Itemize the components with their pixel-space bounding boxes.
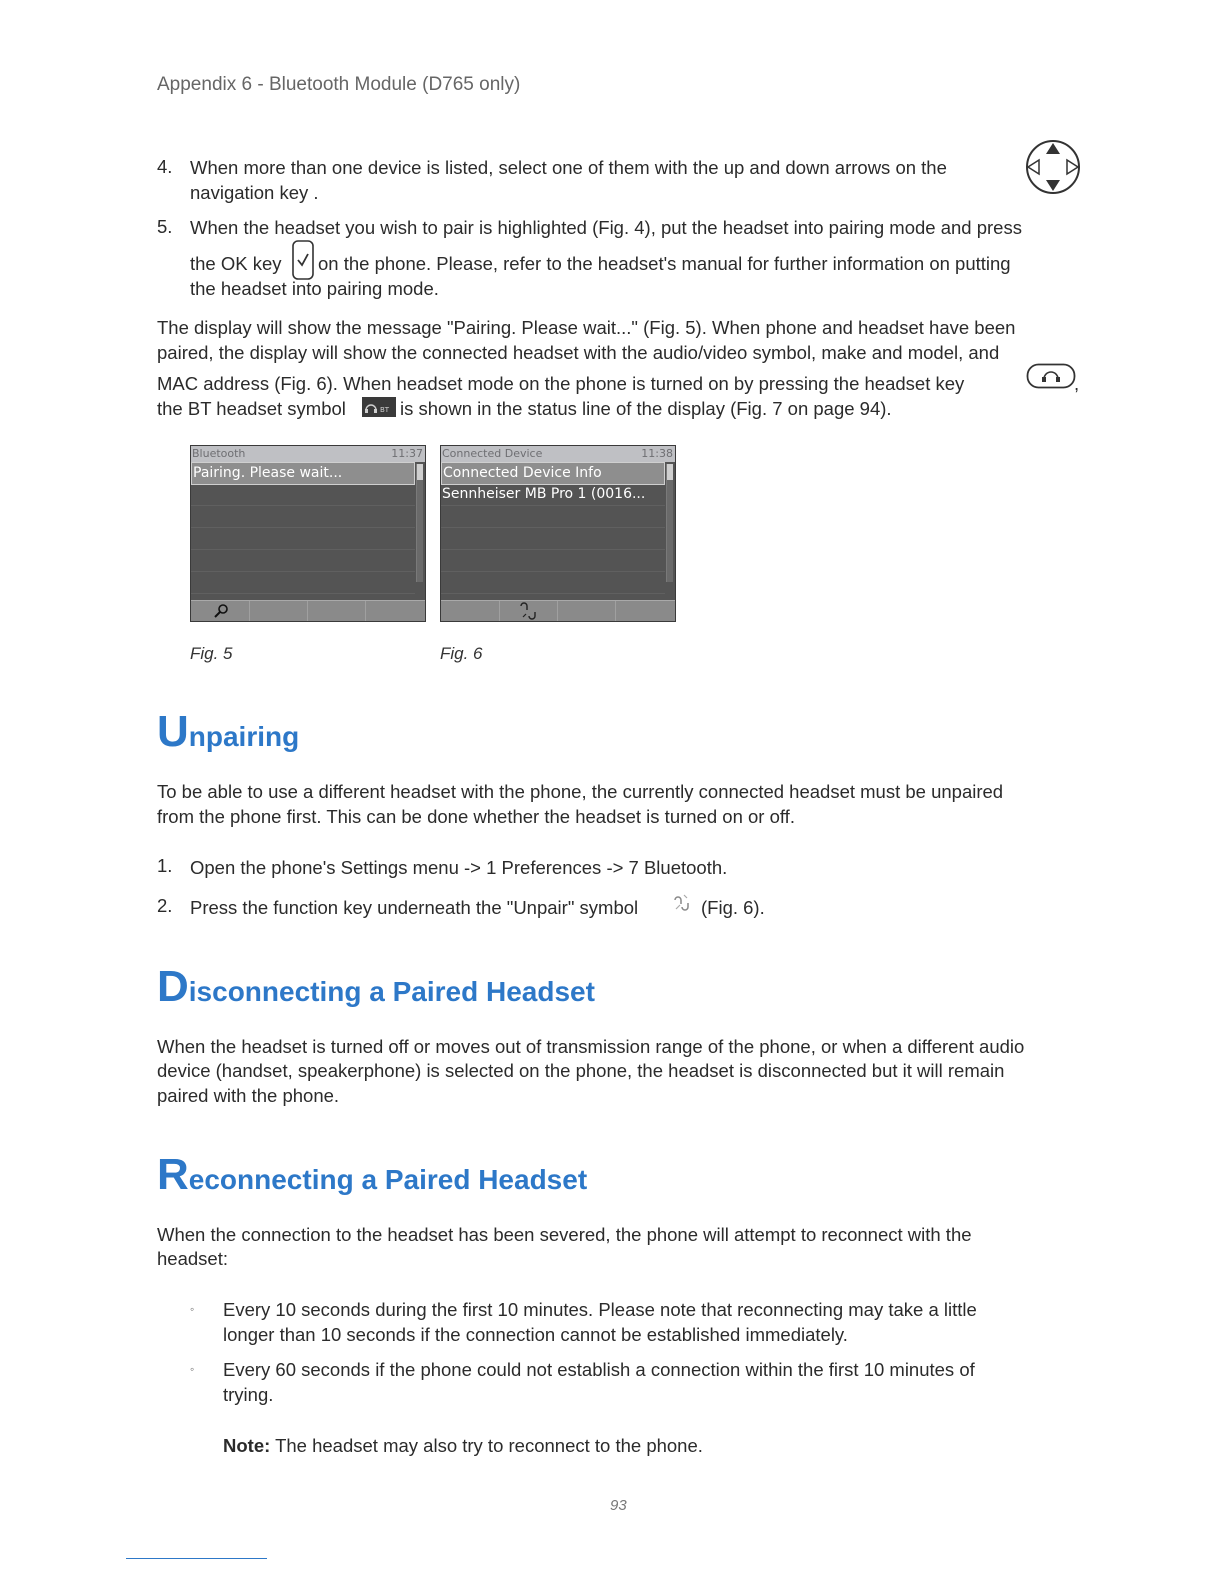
screen-row (441, 550, 665, 572)
screen-softkey-bar (441, 600, 675, 621)
display-para-line4b: is shown in the status line of the display (Fig. 7 on page 94). (400, 398, 892, 419)
disconnecting-para-line1: When the headset is turned off or moves out of transmission range of the phone, or when a different audio (157, 1036, 1025, 1057)
screen-row (191, 572, 415, 594)
screen-title-bar (191, 446, 425, 462)
step-5-line2a: the OK key (190, 253, 282, 274)
softkey-empty (365, 601, 423, 621)
reconnecting-para-line1: When the connection to the headset has been severed, the phone will attempt to reconnect with the (157, 1224, 972, 1245)
section-heading-unpairing (157, 707, 300, 756)
step-5-line1: When the headset you wish to pair is highlighted (Fig. 4), put the headset into pairing mode and press (190, 217, 1022, 238)
step-5-line3: the headset into pairing mode. (190, 278, 439, 299)
page-number: 93 (610, 1497, 627, 1514)
display-para-comma: , (1074, 373, 1080, 394)
display-para-line3: MAC address (Fig. 6). When headset mode on the phone is turned on by pressing the headset key (157, 373, 965, 394)
display-para-line2: paired, the display will show the connected headset with the audio/video symbol, make and model, and (157, 342, 1000, 363)
unpair-icon (670, 891, 694, 915)
screen-scrollbar (416, 464, 423, 582)
headset-key-icon (1026, 363, 1076, 389)
note (223, 1433, 703, 1458)
screen-row (191, 506, 415, 528)
step-number: 5. (157, 216, 173, 237)
softkey-search (191, 601, 250, 621)
heading-initial: U (157, 707, 189, 756)
screen-row (191, 484, 415, 506)
note-label: Note: (223, 1435, 271, 1456)
screen-title: Bluetooth (192, 447, 246, 460)
navigation-key-icon (1024, 138, 1082, 196)
heading-rest: econnecting a Paired Headset (188, 1164, 588, 1195)
screen-title-bar (441, 446, 675, 462)
screen-row (441, 572, 665, 594)
phone-screen-fig5 (190, 445, 426, 622)
bullet-marker: ◦ (190, 1362, 195, 1376)
reconnect-bullet-2-line1: Every 60 seconds if the phone could not establish a connection within the first 10 minutes of (223, 1359, 975, 1380)
disconnecting-para-line3: paired with the phone. (157, 1085, 340, 1106)
footer-rule (126, 1558, 267, 1559)
screen-row: Sennheiser MB Pro 1 (0016... (441, 484, 665, 506)
unpairing-step-2a: Press the function key underneath the "Unpair" symbol (190, 897, 639, 918)
heading-rest: npairing (188, 721, 300, 752)
heading-initial: R (157, 1150, 189, 1199)
note-text: The headset may also try to reconnect to the phone. (270, 1435, 703, 1456)
reconnect-bullet-2-line2: trying. (223, 1384, 274, 1405)
step-number: 4. (157, 156, 173, 177)
display-para-line4a: the BT headset symbol (157, 398, 346, 419)
step-4-line2: navigation key . (190, 182, 319, 203)
unpairing-para-line2: from the phone first. This can be done whether the headset is turned on or off. (157, 806, 795, 827)
heading-initial: D (157, 962, 189, 1011)
search-icon (191, 601, 249, 621)
disconnecting-para-line2: device (handset, speakerphone) is selected on the phone, the headset is disconnected but it will remain (157, 1060, 1005, 1081)
screen-row-selected: Connected Device Info (441, 462, 665, 485)
figure-caption-fig6: Fig. 6 (440, 644, 483, 663)
screen-time: 11:38 (641, 447, 673, 460)
step-number: 1. (157, 855, 173, 876)
unpairing-step-2b: (Fig. 6). (701, 897, 765, 918)
softkey-unpair (499, 601, 558, 621)
heading-rest: isconnecting a Paired Headset (188, 976, 595, 1007)
reconnect-bullet-1-line2: longer than 10 seconds if the connection cannot be established immediately. (223, 1324, 848, 1345)
screen-title: Connected Device (442, 447, 543, 460)
step-number: 2. (157, 895, 173, 916)
softkey-empty (307, 601, 366, 621)
screen-time: 11:37 (391, 447, 423, 460)
svg-text:BT: BT (380, 406, 390, 414)
phone-screen-fig6 (440, 445, 676, 622)
softkey-empty (557, 601, 616, 621)
screen-scrollbar (666, 464, 673, 582)
softkey-empty (441, 601, 500, 621)
unpairing-step-1: Open the phone's Settings menu -> 1 Preferences -> 7 Bluetooth. (190, 857, 728, 878)
softkey-empty (249, 601, 308, 621)
screen-row (441, 528, 665, 550)
step-5-line2b: on the phone. Please, refer to the headset's manual for further information on putting (318, 253, 1011, 274)
unpair-icon (499, 601, 557, 621)
page-header: Appendix 6 - Bluetooth Module (D765 only) (157, 74, 521, 95)
reconnecting-para-line2: headset: (157, 1248, 228, 1269)
section-heading-reconnecting (157, 1150, 588, 1199)
screen-softkey-bar (191, 600, 425, 621)
bullet-marker: ◦ (190, 1302, 195, 1316)
reconnect-bullet-1-line1: Every 10 seconds during the first 10 minutes. Please note that reconnecting may take a little (223, 1299, 977, 1320)
screen-row (441, 506, 665, 528)
bt-headset-symbol-icon (362, 397, 396, 417)
step-4-line1: When more than one device is listed, select one of them with the up and down arrows on the (190, 157, 947, 178)
section-heading-disconnecting (157, 962, 595, 1011)
figure-caption-fig5: Fig. 5 (190, 644, 233, 663)
screen-row-selected: Pairing. Please wait... (191, 462, 415, 485)
screen-row (191, 550, 415, 572)
screen-row (191, 528, 415, 550)
ok-key-icon (292, 240, 314, 280)
softkey-empty (615, 601, 673, 621)
unpairing-para-line1: To be able to use a different headset with the phone, the currently connected headset must be unpaired (157, 781, 1004, 802)
display-para-line1: The display will show the message "Pairing. Please wait..." (Fig. 5). When phone and headset have been (157, 317, 1016, 338)
